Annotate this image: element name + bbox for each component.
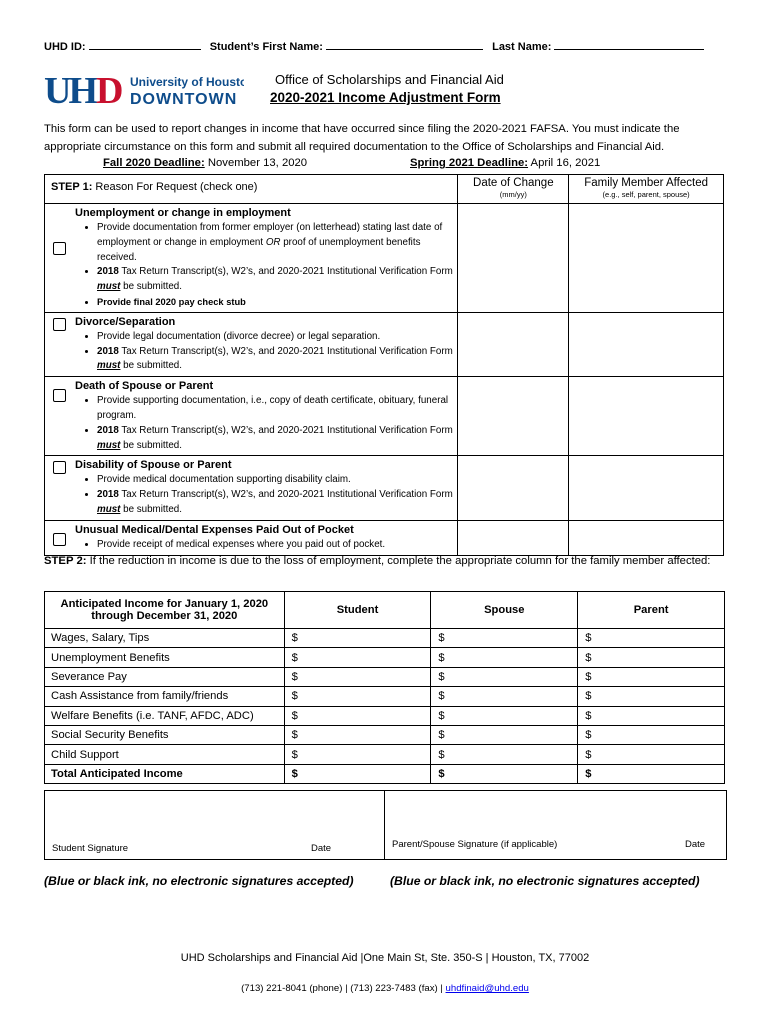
income-row xyxy=(45,667,725,686)
income-period-header: Anticipated Income for January 1, 2020 through December 31, 2020 xyxy=(45,592,285,629)
spring-deadline xyxy=(410,157,600,169)
parent-signature-field[interactable] xyxy=(388,792,722,838)
step1-header xyxy=(45,175,458,204)
requirement-item: • Provide documentation from former employer (on letterhead) stating last date of employment or change in employment OR proof of unemployment benefits received. xyxy=(97,221,453,265)
parent-amount-field[interactable]: $ xyxy=(578,648,725,667)
checkbox-unemployment[interactable] xyxy=(53,242,66,255)
parent-signature-label: Parent/Spouse Signature (if applicable) xyxy=(392,839,558,850)
requirement-item: • Provide receipt of medical expenses where you paid out of pocket. xyxy=(97,538,453,553)
reason-disability xyxy=(45,456,458,520)
checkbox-divorce[interactable] xyxy=(53,318,66,331)
spring-deadline-date: April 16, 2021 xyxy=(528,157,601,169)
spouse-amount-field[interactable]: $ xyxy=(431,725,578,744)
student-ink-note: (Blue or black ink, no electronic signatures accepted) xyxy=(44,874,354,888)
student-amount-field[interactable]: $ xyxy=(284,745,431,764)
first-name-label: Student’s First Name: xyxy=(209,41,323,53)
checkbox-medical[interactable] xyxy=(53,533,66,546)
income-row xyxy=(45,745,725,764)
parent-amount-field[interactable]: $ xyxy=(578,667,725,686)
email-link[interactable]: uhdfinaid@uhd.edu xyxy=(445,983,529,994)
fall-deadline-date: November 13, 2020 xyxy=(204,157,308,169)
income-row xyxy=(45,706,725,725)
student-total-field[interactable]: $ xyxy=(284,764,431,783)
requirement-item: • Provide medical documentation supporting disability claim. xyxy=(97,473,453,488)
step2-label: STEP 2: xyxy=(44,555,87,567)
student-header-fields xyxy=(44,38,710,53)
footer-phone-fax: (713) 221-8041 (phone) | (713) 223-7483 (fax) | xyxy=(241,983,446,994)
reason-title: Disability of Spouse or Parent xyxy=(75,459,232,472)
student-amount-field[interactable]: $ xyxy=(284,725,431,744)
income-row xyxy=(45,648,725,667)
income-row-label: Wages, Salary, Tips xyxy=(45,629,285,648)
student-signature-field[interactable] xyxy=(46,792,382,842)
uhd-logo xyxy=(44,70,244,108)
requirement-item: • 2018 Tax Return Transcript(s), W2’s, and 2020-2021 Institutional Verification Form must be submitted. xyxy=(97,265,453,295)
date-format-hint: (mm/yy) xyxy=(499,190,527,199)
family-member-input[interactable] xyxy=(569,520,724,555)
date-of-change-input[interactable] xyxy=(458,520,569,555)
parent-column-header: Parent xyxy=(578,592,725,629)
income-row-label: Welfare Benefits (i.e. TANF, AFDC, ADC) xyxy=(45,706,285,725)
uhd-logo-mark xyxy=(44,70,244,108)
reason-medical xyxy=(45,520,458,555)
family-member-input[interactable] xyxy=(569,377,724,456)
spouse-amount-field[interactable]: $ xyxy=(431,745,578,764)
step1-table xyxy=(44,174,724,556)
parent-total-field[interactable]: $ xyxy=(578,764,725,783)
income-row-label: Cash Assistance from family/friends xyxy=(45,687,285,706)
reason-title: Death of Spouse or Parent xyxy=(75,380,214,393)
intro-text: This form can be used to report changes in income that have occurred since filing the 2020-2021 FAFSA. You must indicate the appropriate circumstance on this form and submit all required documentation to the Office of Scholarships and Financial Aid. xyxy=(44,123,680,153)
office-name: Office of Scholarships and Financial Aid xyxy=(275,72,504,87)
date-of-change-header xyxy=(458,175,569,204)
last-name-label: Last Name: xyxy=(492,41,552,53)
svg-text:D: D xyxy=(96,70,124,108)
student-column-header: Student xyxy=(284,592,431,629)
requirement-item: • 2018 Tax Return Transcript(s), W2’s, and 2020-2021 Institutional Verification Form must be submitted. xyxy=(97,488,453,518)
footer-address: UHD Scholarships and Financial Aid |One Main St, Ste. 350-S | Houston, TX, 77002 xyxy=(180,952,590,964)
parent-date-label: Date xyxy=(685,839,706,850)
reason-row xyxy=(45,520,724,555)
requirement-item: • 2018 Tax Return Transcript(s), W2’s, and 2020-2021 Institutional Verification Form must be submitted. xyxy=(97,345,453,375)
requirement-item: • Provide legal documentation (divorce decree) or legal separation. xyxy=(97,330,453,345)
spouse-amount-field[interactable]: $ xyxy=(431,629,578,648)
step2-text: If the reduction in income is due to the loss of employment, complete the appropriate column for the family member affected: xyxy=(86,555,711,567)
income-row-label: Severance Pay xyxy=(45,667,285,686)
spouse-amount-field[interactable]: $ xyxy=(431,648,578,667)
reason-title: Unemployment or change in employment xyxy=(75,207,291,219)
uhd-id-label: UHD ID: xyxy=(44,41,86,53)
reason-row xyxy=(45,377,724,456)
reason-title: Divorce/Separation xyxy=(75,315,176,328)
family-member-hint: (e.g., self, parent, spouse) xyxy=(602,190,690,199)
parent-amount-field[interactable]: $ xyxy=(578,706,725,725)
checkbox-disability[interactable] xyxy=(53,461,66,474)
income-row xyxy=(45,687,725,706)
step1-label: STEP 1: xyxy=(51,181,93,193)
date-of-change-input[interactable] xyxy=(458,204,569,313)
reason-row xyxy=(45,204,724,313)
uhd-id-field[interactable] xyxy=(89,38,201,50)
svg-text:University of Houston: University of Houston xyxy=(130,75,244,89)
requirement-item: • 2018 Tax Return Transcript(s), W2’s, and 2020-2021 Institutional Verification Form must be submitted. xyxy=(97,424,453,454)
family-member-input[interactable] xyxy=(569,456,724,520)
spouse-total-field[interactable]: $ xyxy=(431,764,578,783)
student-amount-field[interactable]: $ xyxy=(284,687,431,706)
date-of-change-input[interactable] xyxy=(458,377,569,456)
svg-text:UH: UH xyxy=(44,70,95,108)
last-name-field[interactable] xyxy=(554,38,704,50)
reason-death xyxy=(45,377,458,456)
reason-row xyxy=(45,312,724,376)
family-member-label: Family Member Affected xyxy=(584,177,708,189)
form-title: 2020-2021 Income Adjustment Form xyxy=(270,90,501,105)
parent-amount-field[interactable]: $ xyxy=(578,629,725,648)
student-date-label: Date xyxy=(311,843,332,854)
income-row xyxy=(45,629,725,648)
income-row xyxy=(45,725,725,744)
spouse-amount-field[interactable]: $ xyxy=(431,687,578,706)
first-name-field[interactable] xyxy=(326,38,483,50)
parent-ink-note: (Blue or black ink, no electronic signatures accepted) xyxy=(390,874,700,888)
reason-row xyxy=(45,456,724,520)
student-amount-field[interactable]: $ xyxy=(284,629,431,648)
income-row-label: Social Security Benefits xyxy=(45,725,285,744)
date-of-change-input[interactable] xyxy=(458,456,569,520)
reason-unemployment xyxy=(45,204,458,313)
student-signature-label: Student Signature xyxy=(52,843,129,854)
spouse-amount-field[interactable]: $ xyxy=(431,706,578,725)
step1-text: Reason For Request (check one) xyxy=(92,181,258,193)
spouse-column-header: Spouse xyxy=(431,592,578,629)
signature-divider xyxy=(384,790,385,860)
reason-title: Unusual Medical/Dental Expenses Paid Out of Pocket xyxy=(75,523,354,536)
fall-deadline xyxy=(103,157,307,169)
spouse-amount-field[interactable]: $ xyxy=(431,667,578,686)
reason-divorce xyxy=(45,312,458,376)
student-amount-field[interactable]: $ xyxy=(284,648,431,667)
income-total-row xyxy=(45,764,725,783)
checkbox-death[interactable] xyxy=(53,389,66,402)
fall-deadline-label: Fall 2020 Deadline: xyxy=(103,157,205,169)
income-table xyxy=(44,591,725,784)
income-total-label: Total Anticipated Income xyxy=(45,764,285,783)
income-row-label: Child Support xyxy=(45,745,285,764)
svg-text:DOWNTOWN: DOWNTOWN xyxy=(130,91,238,108)
family-member-header xyxy=(569,175,724,204)
parent-amount-field[interactable]: $ xyxy=(578,687,725,706)
spring-deadline-label: Spring 2021 Deadline: xyxy=(410,157,529,169)
requirement-item: • Provide final 2020 pay check stub xyxy=(97,295,453,310)
income-row-label: Unemployment Benefits xyxy=(45,648,285,667)
date-of-change-input[interactable] xyxy=(458,312,569,376)
requirement-item: • Provide supporting documentation, i.e., copy of death certificate, obituary, funeral program. xyxy=(97,394,453,424)
parent-amount-field[interactable]: $ xyxy=(578,725,725,744)
parent-amount-field[interactable]: $ xyxy=(578,745,725,764)
student-amount-field[interactable]: $ xyxy=(284,667,431,686)
date-of-change-label: Date of Change xyxy=(473,177,554,189)
step2-instructions xyxy=(44,552,734,570)
family-member-input[interactable] xyxy=(569,312,724,376)
student-amount-field[interactable]: $ xyxy=(284,706,431,725)
family-member-input[interactable] xyxy=(569,204,724,313)
footer-contact xyxy=(0,983,770,994)
